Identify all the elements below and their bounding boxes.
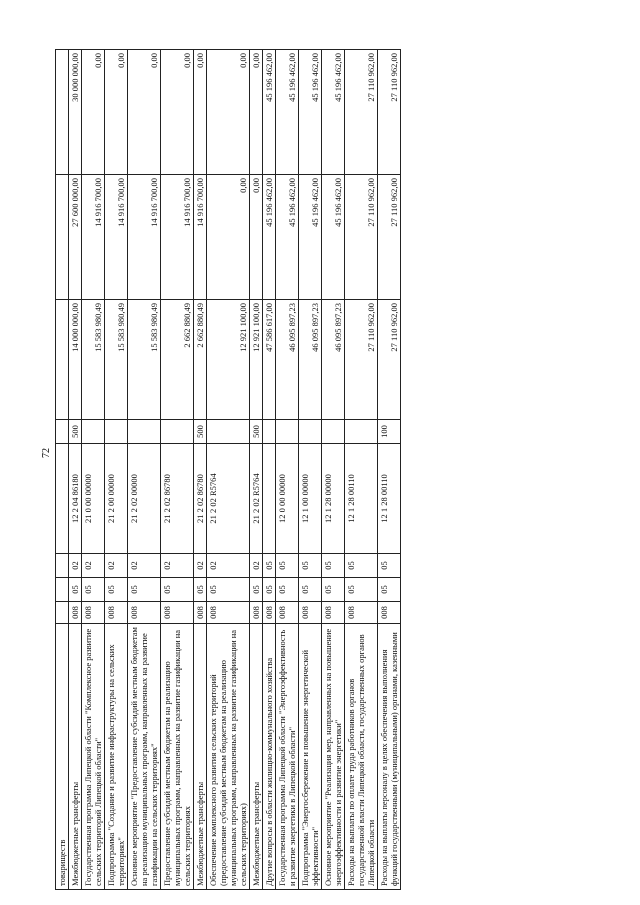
table-body: [56, 50, 401, 890]
grbs-cell: 008: [69, 602, 82, 624]
grbs-cell: 008: [322, 602, 345, 624]
amount-year2-cell: 14 916 700,00: [128, 175, 161, 300]
grbs-cell: 008: [161, 602, 194, 624]
amount-year2-cell: 27 110 962,00: [378, 175, 401, 300]
amount-year2-cell: [56, 175, 69, 300]
amount-year2-cell: 14 916 700,00: [194, 175, 207, 300]
expense-type-cell: [345, 420, 378, 444]
section-cell: 05: [276, 578, 299, 602]
budget-table: [55, 49, 401, 890]
amount-year1-cell: 15 583 980,49: [82, 300, 105, 420]
subsection-cell: 05: [345, 554, 378, 578]
amount-year1-cell: 27 110 962,00: [345, 300, 378, 420]
target-article-cell: [56, 444, 69, 554]
amount-year2-cell: 45 196 462,00: [263, 175, 276, 300]
subsection-cell: 05: [378, 554, 401, 578]
section-cell: 05: [263, 578, 276, 602]
row-name-cell: Расходы на выплаты по оплате труда работников органов государственной власти Липецкой области, государственных органов Липецкой области: [345, 624, 378, 890]
amount-year2-cell: 0,00: [250, 175, 263, 300]
section-cell: 05: [161, 578, 194, 602]
table-row: [82, 50, 105, 890]
grbs-cell: 008: [299, 602, 322, 624]
grbs-cell: 008: [207, 602, 250, 624]
section-cell: 05: [69, 578, 82, 602]
row-name-cell: Основное мероприятие "Реализация мер, направленных на повышение энергоэффективности и развитие энергетики": [322, 624, 345, 890]
target-article-cell: 12 1 28 00000: [322, 444, 345, 554]
section-cell: 05: [322, 578, 345, 602]
amount-year1-cell: 15 583 980,49: [128, 300, 161, 420]
expense-type-cell: 100: [378, 420, 401, 444]
expense-type-cell: [105, 420, 128, 444]
table-row: [161, 50, 194, 890]
amount-year1-cell: 12 921 100,00: [250, 300, 263, 420]
row-name-cell: Расходы на выплаты персоналу в целях обеспечения выполнения функций государственными (муниципальными) органами, казенными: [378, 624, 401, 890]
section-cell: [56, 578, 69, 602]
grbs-cell: [56, 602, 69, 624]
amount-year2-cell: 45 196 462,00: [322, 175, 345, 300]
table-row: [263, 50, 276, 890]
grbs-cell: 008: [250, 602, 263, 624]
amount-year1-cell: 15 583 980,49: [105, 300, 128, 420]
target-article-cell: 12 1 28 00110: [378, 444, 401, 554]
expense-type-cell: [322, 420, 345, 444]
amount-year3-cell: 0,00: [161, 50, 194, 175]
grbs-cell: 008: [345, 602, 378, 624]
amount-year2-cell: 0,00: [207, 175, 250, 300]
row-name-cell: Основное мероприятие "Предоставление субсидий местным бюджетам на реализацию муниципальных программ, направленных на развитие газификации на сельских территориях": [128, 624, 161, 890]
table-row: [207, 50, 250, 890]
amount-year3-cell: 45 196 462,00: [276, 50, 299, 175]
row-name-cell: Обеспечение комплексного развития сельских территорий (предоставление субсидий местным бюджетам на реализацию муниципальных программ, направленных на развитие газификации на сельских территориях): [207, 624, 250, 890]
row-name-cell: товариществ: [56, 624, 69, 890]
row-name-cell: Подпрограмма "Создание и развитие инфраструктуры на сельских территориях": [105, 624, 128, 890]
grbs-cell: 008: [263, 602, 276, 624]
rotated-page: [55, 50, 585, 890]
expense-type-cell: [207, 420, 250, 444]
amount-year2-cell: 14 916 700,00: [82, 175, 105, 300]
amount-year1-cell: [56, 300, 69, 420]
section-cell: 05: [82, 578, 105, 602]
subsection-cell: 02: [194, 554, 207, 578]
subsection-cell: 02: [128, 554, 161, 578]
table-row: [105, 50, 128, 890]
table-row: [299, 50, 322, 890]
expense-type-cell: [128, 420, 161, 444]
amount-year3-cell: 30 000 000,00: [69, 50, 82, 175]
amount-year1-cell: 46 095 897,23: [322, 300, 345, 420]
row-name-cell: Государственная программа Липецкой области "Энергоэффективность и развитие энергетики в Липецкой области": [276, 624, 299, 890]
amount-year1-cell: 27 110 962,00: [378, 300, 401, 420]
row-name-cell: Межбюджетные трансферты: [194, 624, 207, 890]
table-row: [56, 50, 69, 890]
amount-year3-cell: 27 110 962,00: [378, 50, 401, 175]
amount-year3-cell: 0,00: [82, 50, 105, 175]
expense-type-cell: 500: [250, 420, 263, 444]
amount-year3-cell: 0,00: [250, 50, 263, 175]
grbs-cell: 008: [105, 602, 128, 624]
grbs-cell: 008: [194, 602, 207, 624]
amount-year2-cell: 27 600 000,00: [69, 175, 82, 300]
page-number: 72: [41, 448, 52, 458]
table-row: [128, 50, 161, 890]
subsection-cell: 05: [322, 554, 345, 578]
section-cell: 05: [207, 578, 250, 602]
amount-year2-cell: 14 916 700,00: [161, 175, 194, 300]
expense-type-cell: 500: [69, 420, 82, 444]
target-article-cell: 21 0 00 00000: [82, 444, 105, 554]
amount-year2-cell: 27 110 962,00: [345, 175, 378, 300]
table-row: [250, 50, 263, 890]
table-row: [378, 50, 401, 890]
amount-year2-cell: 14 916 700,00: [105, 175, 128, 300]
row-name-cell: Государственная программа Липецкой области "Комплексное развитие сельских территорий Липецкой области": [82, 624, 105, 890]
subsection-cell: 02: [161, 554, 194, 578]
expense-type-cell: [299, 420, 322, 444]
amount-year1-cell: 46 095 897,23: [299, 300, 322, 420]
amount-year3-cell: 0,00: [105, 50, 128, 175]
expense-type-cell: [276, 420, 299, 444]
section-cell: 05: [250, 578, 263, 602]
table-row: [322, 50, 345, 890]
amount-year1-cell: 2 662 880,49: [194, 300, 207, 420]
amount-year3-cell: [56, 50, 69, 175]
row-name-cell: Межбюджетные трансферты: [69, 624, 82, 890]
row-name-cell: Подпрограмма "Энергосбережение и повышение энергетической эффективности": [299, 624, 322, 890]
section-cell: 05: [299, 578, 322, 602]
amount-year3-cell: 0,00: [207, 50, 250, 175]
subsection-cell: 02: [69, 554, 82, 578]
row-name-cell: Предоставление субсидий местным бюджетам на реализацию муниципальных программ, направленных на развитие газификации на сельских территориях: [161, 624, 194, 890]
subsection-cell: 05: [276, 554, 299, 578]
target-article-cell: 21 2 02 R5764: [250, 444, 263, 554]
target-article-cell: 12 1 00 00000: [299, 444, 322, 554]
target-article-cell: 21 2 02 86780: [161, 444, 194, 554]
subsection-cell: 05: [263, 554, 276, 578]
expense-type-cell: [56, 420, 69, 444]
target-article-cell: 21 2 02 00000: [128, 444, 161, 554]
section-cell: 05: [128, 578, 161, 602]
table-row: [276, 50, 299, 890]
grbs-cell: 008: [82, 602, 105, 624]
amount-year2-cell: 45 196 462,00: [299, 175, 322, 300]
table-row: [194, 50, 207, 890]
target-article-cell: 21 2 00 00000: [105, 444, 128, 554]
target-article-cell: 12 1 28 00110: [345, 444, 378, 554]
subsection-cell: [56, 554, 69, 578]
grbs-cell: 008: [378, 602, 401, 624]
row-name-cell: Другие вопросы в области жилищно-коммунального хозяйства: [263, 624, 276, 890]
section-cell: 05: [105, 578, 128, 602]
target-article-cell: [263, 444, 276, 554]
expense-type-cell: [82, 420, 105, 444]
section-cell: 05: [194, 578, 207, 602]
section-cell: 05: [378, 578, 401, 602]
amount-year1-cell: 12 921 100,00: [207, 300, 250, 420]
amount-year3-cell: 0,00: [194, 50, 207, 175]
row-name-cell: Межбюджетные трансферты: [250, 624, 263, 890]
target-article-cell: 12 0 00 00000: [276, 444, 299, 554]
expense-type-cell: [161, 420, 194, 444]
grbs-cell: 008: [128, 602, 161, 624]
target-article-cell: 12 2 04 86180: [69, 444, 82, 554]
amount-year2-cell: 45 196 462,00: [276, 175, 299, 300]
amount-year1-cell: 14 000 000,00: [69, 300, 82, 420]
amount-year3-cell: 45 196 462,00: [263, 50, 276, 175]
amount-year3-cell: 27 110 962,00: [345, 50, 378, 175]
table-row: [345, 50, 378, 890]
amount-year3-cell: 0,00: [128, 50, 161, 175]
amount-year1-cell: 46 095 897,23: [276, 300, 299, 420]
subsection-cell: 05: [299, 554, 322, 578]
target-article-cell: 21 2 02 86780: [194, 444, 207, 554]
amount-year3-cell: 45 196 462,00: [299, 50, 322, 175]
amount-year1-cell: 47 586 617,00: [263, 300, 276, 420]
amount-year3-cell: 45 196 462,00: [322, 50, 345, 175]
subsection-cell: 02: [105, 554, 128, 578]
amount-year1-cell: 2 662 880,49: [161, 300, 194, 420]
expense-type-cell: [263, 420, 276, 444]
subsection-cell: 02: [250, 554, 263, 578]
table-row: [69, 50, 82, 890]
section-cell: 05: [345, 578, 378, 602]
subsection-cell: 02: [82, 554, 105, 578]
expense-type-cell: 500: [194, 420, 207, 444]
subsection-cell: 02: [207, 554, 250, 578]
target-article-cell: 21 2 02 R5764: [207, 444, 250, 554]
grbs-cell: 008: [276, 602, 299, 624]
